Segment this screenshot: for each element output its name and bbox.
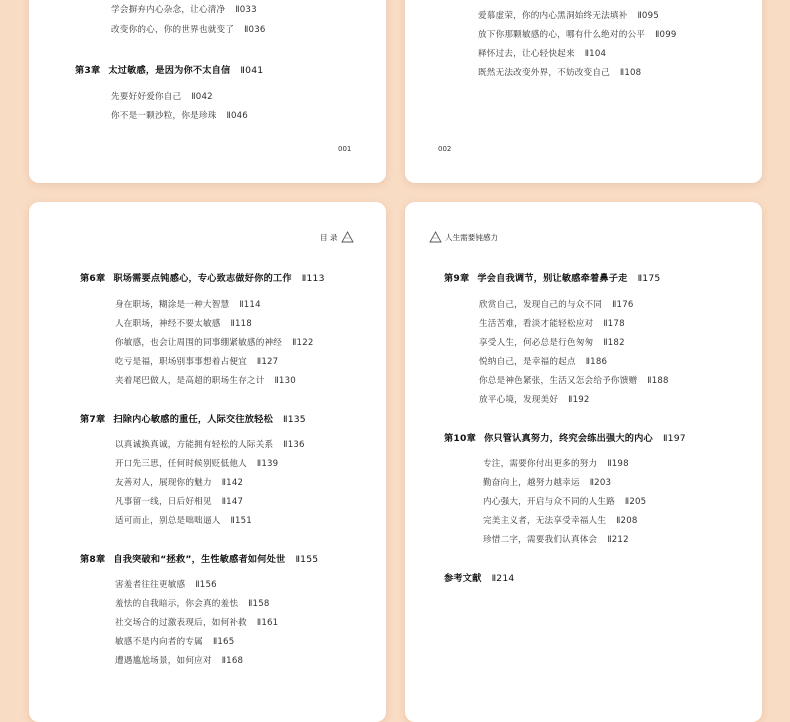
toc-entry: 悦纳自己，是幸福的起点 Ⅱ186 xyxy=(479,357,608,367)
toc-entry: 先要好好爱你自己 Ⅱ042 xyxy=(111,92,213,102)
toc-entry: 勤奋向上，越努力越幸运 Ⅱ203 xyxy=(483,478,612,488)
toc-page-right xyxy=(405,202,762,722)
toc-entry: 内心强大，开启与众不同的人生路 Ⅱ205 xyxy=(483,497,647,507)
toc-entry: 适可而止，别总是咄咄逼人 Ⅱ151 xyxy=(115,516,252,526)
chapter-heading: 第8章 自我突破和“拯救”，生性敏感者如何处世 Ⅱ155 xyxy=(80,554,319,565)
toc-entry: 夹着尾巴做人，是高超的职场生存之计 Ⅱ130 xyxy=(115,376,296,386)
toc-entry: 生活苦难，看淡才能轻松应对 Ⅱ178 xyxy=(479,319,625,329)
toc-entry: 专注，需要你付出更多的努力 Ⅱ198 xyxy=(483,459,629,469)
toc-page-001 xyxy=(29,0,386,183)
page-number: 001 xyxy=(338,145,352,153)
toc-entry: 凡事留一线，日后好相见 Ⅱ147 xyxy=(115,497,244,507)
chapter-heading: 第6章 职场需要点钝感心，专心致志做好你的工作 Ⅱ113 xyxy=(80,273,325,284)
toc-entry: 你敏感，也会让周围的同事绷紧敏感的神经 Ⅱ122 xyxy=(115,338,314,348)
toc-entry: 吃亏是福，职场别事事想着占便宜 Ⅱ127 xyxy=(115,357,279,367)
toc-entry: 改变你的心，你的世界也就变了 Ⅱ036 xyxy=(111,25,266,35)
toc-entry: 社交场合的过激表现后，如何补救 Ⅱ161 xyxy=(115,618,279,628)
toc-entry: 以真诚换真诚，方能拥有轻松的人际关系 Ⅱ136 xyxy=(115,440,305,450)
toc-entry: 你不是一颗沙粒，你是珍珠 Ⅱ046 xyxy=(111,111,248,121)
running-header: 目 录 xyxy=(320,231,354,243)
toc-page-002 xyxy=(405,0,762,183)
toc-entry: 完美主义者，无法享受幸福人生 Ⅱ208 xyxy=(483,516,638,526)
page-number: 002 xyxy=(438,145,452,153)
toc-entry: 羞怯的自我暗示，你会真的羞怯 Ⅱ158 xyxy=(115,599,270,609)
running-header: 人生需要钝感力 xyxy=(429,231,498,243)
triangle-icon xyxy=(429,231,442,243)
chapter-heading: 第3章 太过敏感，是因为你不太自信 Ⅱ041 xyxy=(75,65,264,76)
toc-entry: 释怀过去，让心轻快起来 Ⅱ104 xyxy=(478,49,607,59)
toc-entry: 敏感不是内向者的专属 Ⅱ165 xyxy=(115,637,235,647)
toc-entry: 害羞者往往更敏感 Ⅱ156 xyxy=(115,580,217,590)
toc-entry: 遭遇尴尬场景，如何应对 Ⅱ168 xyxy=(115,656,244,666)
toc-entry: 人在职场，神经不要太敏感 Ⅱ118 xyxy=(115,319,252,329)
triangle-icon xyxy=(341,231,354,243)
toc-entry: 友善对人，展现你的魅力 Ⅱ142 xyxy=(115,478,244,488)
toc-entry: 放平心境，发现美好 Ⅱ192 xyxy=(479,395,590,405)
toc-entry: 身在职场，糊涂是一种大智慧 Ⅱ114 xyxy=(115,300,261,310)
toc-entry: 开口先三思，任何时候别贬低他人 Ⅱ139 xyxy=(115,459,279,469)
toc-entry: 爱慕虚荣，你的内心黑洞始终无法填补 Ⅱ095 xyxy=(478,11,659,21)
chapter-heading: 第10章 你只管认真努力，终究会练出强大的内心 Ⅱ197 xyxy=(444,433,686,444)
references-heading: 参考文献 Ⅱ214 xyxy=(444,573,515,584)
toc-entry: 欣赏自己，发现自己的与众不同 Ⅱ176 xyxy=(479,300,634,310)
toc-entry: 放下你那颗敏感的心，哪有什么绝对的公平 Ⅱ099 xyxy=(478,30,677,40)
toc-entry: 你总是神色紧张，生活又怎会给予你馈赠 Ⅱ188 xyxy=(479,376,669,386)
toc-entry: 学会摒弃内心杂念，让心清净 Ⅱ033 xyxy=(111,5,257,15)
chapter-heading: 第7章 扫除内心敏感的重任，人际交往放轻松 Ⅱ135 xyxy=(80,414,306,425)
chapter-heading: 第9章 学会自我调节，别让敏感牵着鼻子走 Ⅱ175 xyxy=(444,273,661,284)
toc-entry: 既然无法改变外界，不妨改变自己 Ⅱ108 xyxy=(478,68,642,78)
toc-entry: 享受人生，何必总是行色匆匆 Ⅱ182 xyxy=(479,338,625,348)
toc-page-left xyxy=(29,202,386,722)
toc-entry: 珍惜二字，需要我们认真体会 Ⅱ212 xyxy=(483,535,629,545)
